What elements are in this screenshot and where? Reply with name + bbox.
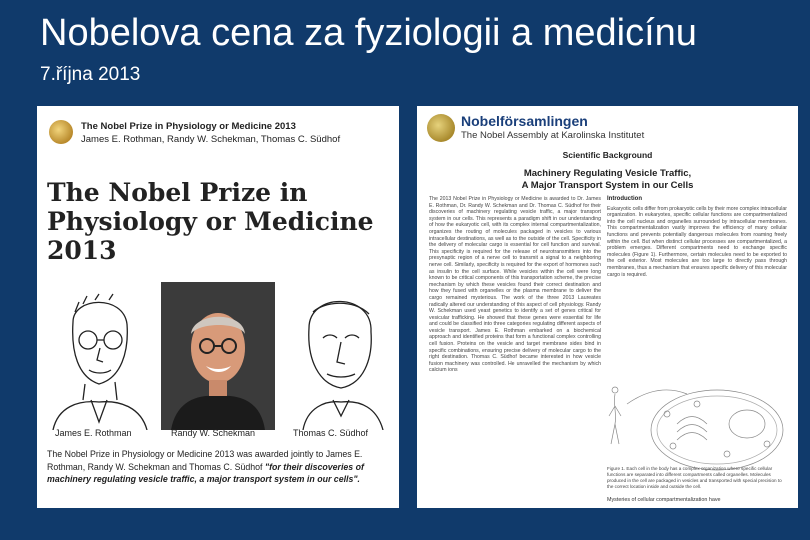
poster-header-line2: James E. Rothman, Randy W. Schekman, Thomas C. Südhof [81, 134, 341, 145]
sudhof-portrait [283, 282, 393, 430]
doc-intro-heading: Introduction [607, 196, 642, 202]
nobel-medal-icon [49, 120, 73, 144]
doc-intro-text: Eukaryotic cells differ from prokaryotic cells by their more complex intracellular organization. In eukaryotes, specific cellular functions are compartmentalized into the cell nucleus and organelles surrounded by intracellular membranes. This compartmentalization vastly improves the efficiency of many cellular functions and prevents potentially dangerous molecules from roaming freely within the cell. But when distinct cellular processes are compartmentalized, a problem emerges. Different compartments need to exchange specific molecules (Figure 1). Furthermore, certain molecules need to be exported to the cell exterior. Most molecules are too large to directly pass through membranes, thus a mechanism that ensures specific delivery of this molecular cargo is required. [607, 205, 787, 278]
nobel-poster-image [37, 106, 399, 508]
slide-date: 7.října 2013 [40, 64, 141, 85]
laureate-name-rothman: James E. Rothman [55, 428, 132, 438]
schekman-photo [161, 282, 275, 430]
figure-caption: Figure 1. Each cell in the body has a complex organization where specific cellular functions are separated into different compartments called organelles. Molecules produced in the cell are packaged in vesicles and transported with special precision to the correct location inside and outside the cell. [607, 466, 782, 489]
doc-right-column [607, 196, 787, 278]
laureate-name-schekman: Randy W. Schekman [171, 428, 256, 438]
poster-caption [47, 448, 389, 486]
doc-background-label: Scientific Background [562, 150, 653, 160]
doc-title [417, 168, 798, 192]
laureate-name-sudhof: Thomas C. Südhof [293, 428, 369, 438]
doc-title-line1: Machinery Regulating Vesicle Traffic, [523, 168, 692, 179]
laureate-portraits [37, 282, 399, 430]
poster-big-title: The Nobel Prize in Physiology or Medicine 2013 [47, 178, 374, 265]
doc-title-line2: A Major Transport System in our Cells [521, 180, 694, 191]
poster-header-text [81, 120, 340, 146]
poster-caption-quote: "for their discoveries of machinery regulating vesicle traffic, a major transport system in our cells". [47, 461, 364, 484]
doc-mysteries-text: Mysteries of cellular compartmentalization have [607, 497, 721, 503]
poster-caption-text: The Nobel Prize in Physiology or Medicine 2013 was awarded jointly to James E. Rothman, Randy W. Schekman and Thomas C. Südhof [47, 449, 363, 472]
scientific-background-document [417, 106, 798, 508]
slide-title: Nobelova cena za fyziologii a medicínu [40, 12, 697, 54]
doc-assembly-name: The Nobel Assembly at Karolinska Institutet [461, 130, 645, 141]
nobel-assembly-logo-icon [427, 114, 455, 142]
doc-left-column: The 2013 Nobel Prize in Physiology or Medicine is awarded to Dr. James E. Rothman, Dr. Randy W. Schekman and Dr. Thomas C. Südhof for their discoveries of machinery regulating vesicle traffic, a major transport system in our cells. This represents a paradigm shift in our understanding of how the eukaryotic cell, with its complex internal compartmentalization, organizes the routing of molecules packaged in vesicles to various intracellular destinations, as well as to the outside of the cell. Specificity in the delivery of molecular cargo is essential for cell function and survival. This specificity is required for the release of neurotransmitters into the presynaptic region of a nerve cell to transmit a signal to a neighboring nerve cell. Similarly, specificity is required for the export of hormones such as insulin to the cell surface. While vesicles within the cell were long known to be critical components of this transportation scheme, the precise mechanism by which these vesicles found their correct destination and how they fused with organelles or the plasma membrane to deliver the cargo remained mysterious. The work of the three 2013 Laureates radically altered our understanding of this aspect of cell physiology. Randy W. Schekman used yeast genetics to identify a set of genes critical for vesicular trafficking. He showed that these genes were essential for life and could be classified into three categories regulating different aspects of vesicle transport. James E. Rothman embarked on a biochemical approach and identified proteins that form a functional complex controlling cell fusion. Proteins on the vesicle and target membrane sides bind in specific combinations, ensuring precise delivery of molecular cargo to the right destination. Thomas C. Südhof became interested in how vesicle fusion machinery was controlled. He unravelled the mechanism by which calcium ions [429, 196, 601, 374]
doc-org-name: Nobelförsamlingen [461, 113, 588, 129]
poster-header [49, 120, 340, 146]
rothman-portrait [43, 282, 153, 430]
poster-header-line1: The Nobel Prize in Physiology or Medicine 2013 [81, 121, 296, 132]
